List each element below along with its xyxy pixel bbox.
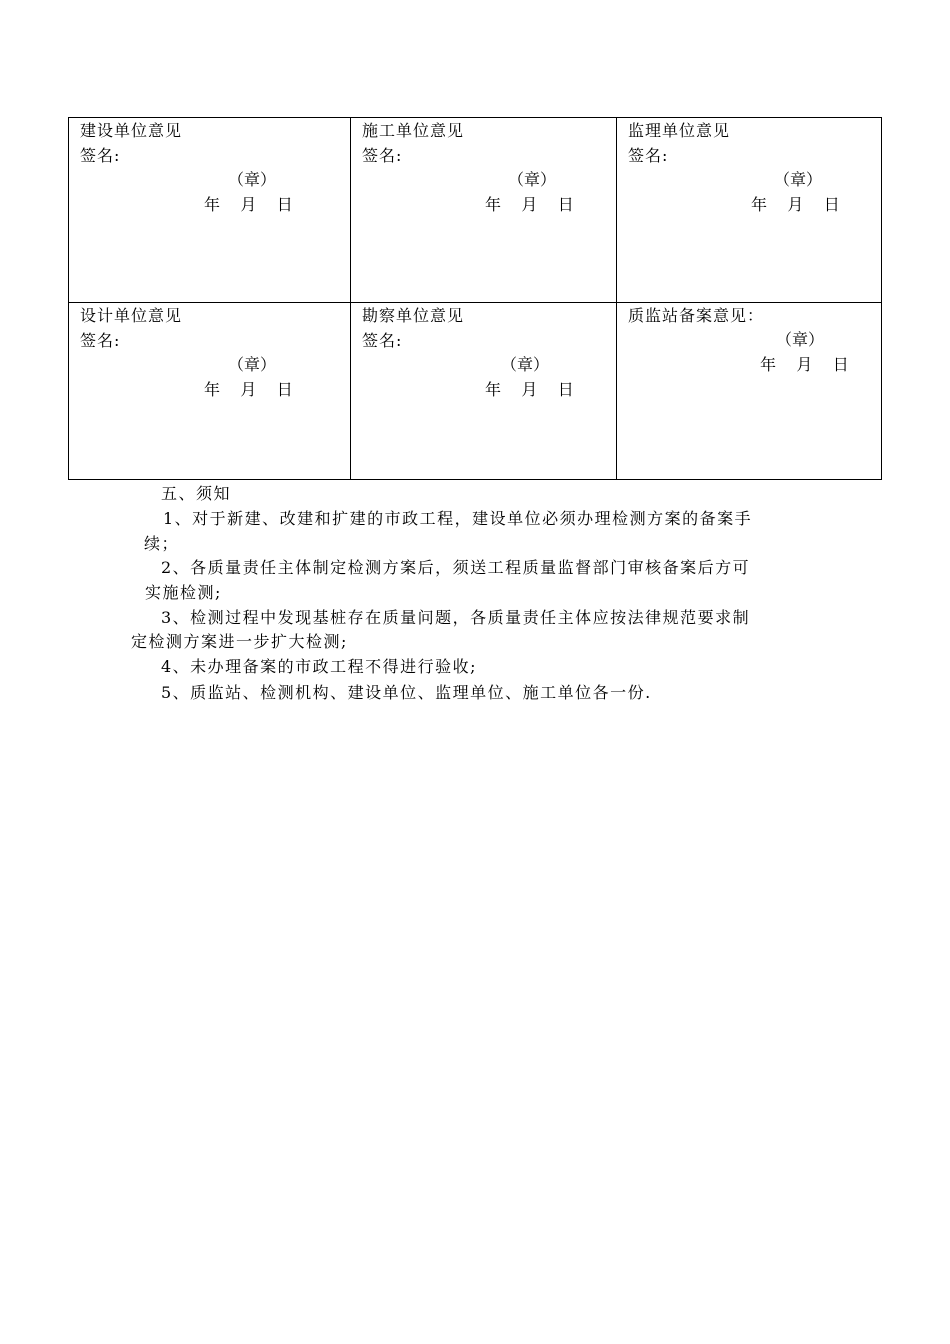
signature-label: 签名: [362,146,403,165]
signature-label: 签名: [80,331,121,350]
date-label: 年 月 日 [751,195,840,214]
opinion-cell-design-unit [69,303,351,480]
opinion-cell-construction-unit [69,118,351,303]
cell-title: 质监站备案意见： [628,306,765,325]
signature-label: 签名: [80,146,121,165]
note-line: 4、未办理备案的市政工程不得进行验收; [161,657,478,676]
seal-label: （章） [228,170,277,189]
seal-label: （章） [776,330,825,349]
seal-label: （章） [228,355,277,374]
signature-label: 签名: [362,331,403,350]
date-label: 年 月 日 [760,355,849,374]
date-label: 年 月 日 [204,380,293,399]
note-line: 3、检测过程中发现基桩存在质量问题，各质量责任主体应按法律规范要求制 [161,608,751,627]
seal-label: （章） [501,355,550,374]
note-line: 2、各质量责任主体制定检测方案后，须送工程质量监督部门审核备案后方可 [161,558,751,577]
cell-title: 施工单位意见 [362,121,465,140]
opinion-cell-quality-station [617,303,882,480]
note-line: 实施检测; [145,583,222,602]
note-line: 续； [144,534,180,553]
cell-title: 建设单位意见 [80,121,183,140]
opinion-cell-survey-unit [351,303,617,480]
opinion-table [68,117,882,480]
seal-label: （章） [774,170,823,189]
cell-title: 设计单位意见 [80,306,183,325]
cell-title: 监理单位意见 [628,121,731,140]
table-row [69,118,882,303]
opinion-cell-builder-unit [351,118,617,303]
opinion-cell-supervision-unit [617,118,882,303]
note-line: 5、质监站、检测机构、建设单位、监理单位、施工单位各一份. [161,683,652,702]
date-label: 年 月 日 [485,195,574,214]
note-line: 1、对于新建、改建和扩建的市政工程，建设单位必须办理检测方案的备案手 [163,509,753,528]
signature-label: 签名: [628,146,669,165]
cell-title: 勘察单位意见 [362,306,465,325]
date-label: 年 月 日 [204,195,293,214]
table-row [69,303,882,480]
note-line: 定检测方案进一步扩大检测; [131,632,348,651]
notes-heading: 五、须知 [161,484,232,503]
seal-label: （章） [508,170,557,189]
date-label: 年 月 日 [485,380,574,399]
